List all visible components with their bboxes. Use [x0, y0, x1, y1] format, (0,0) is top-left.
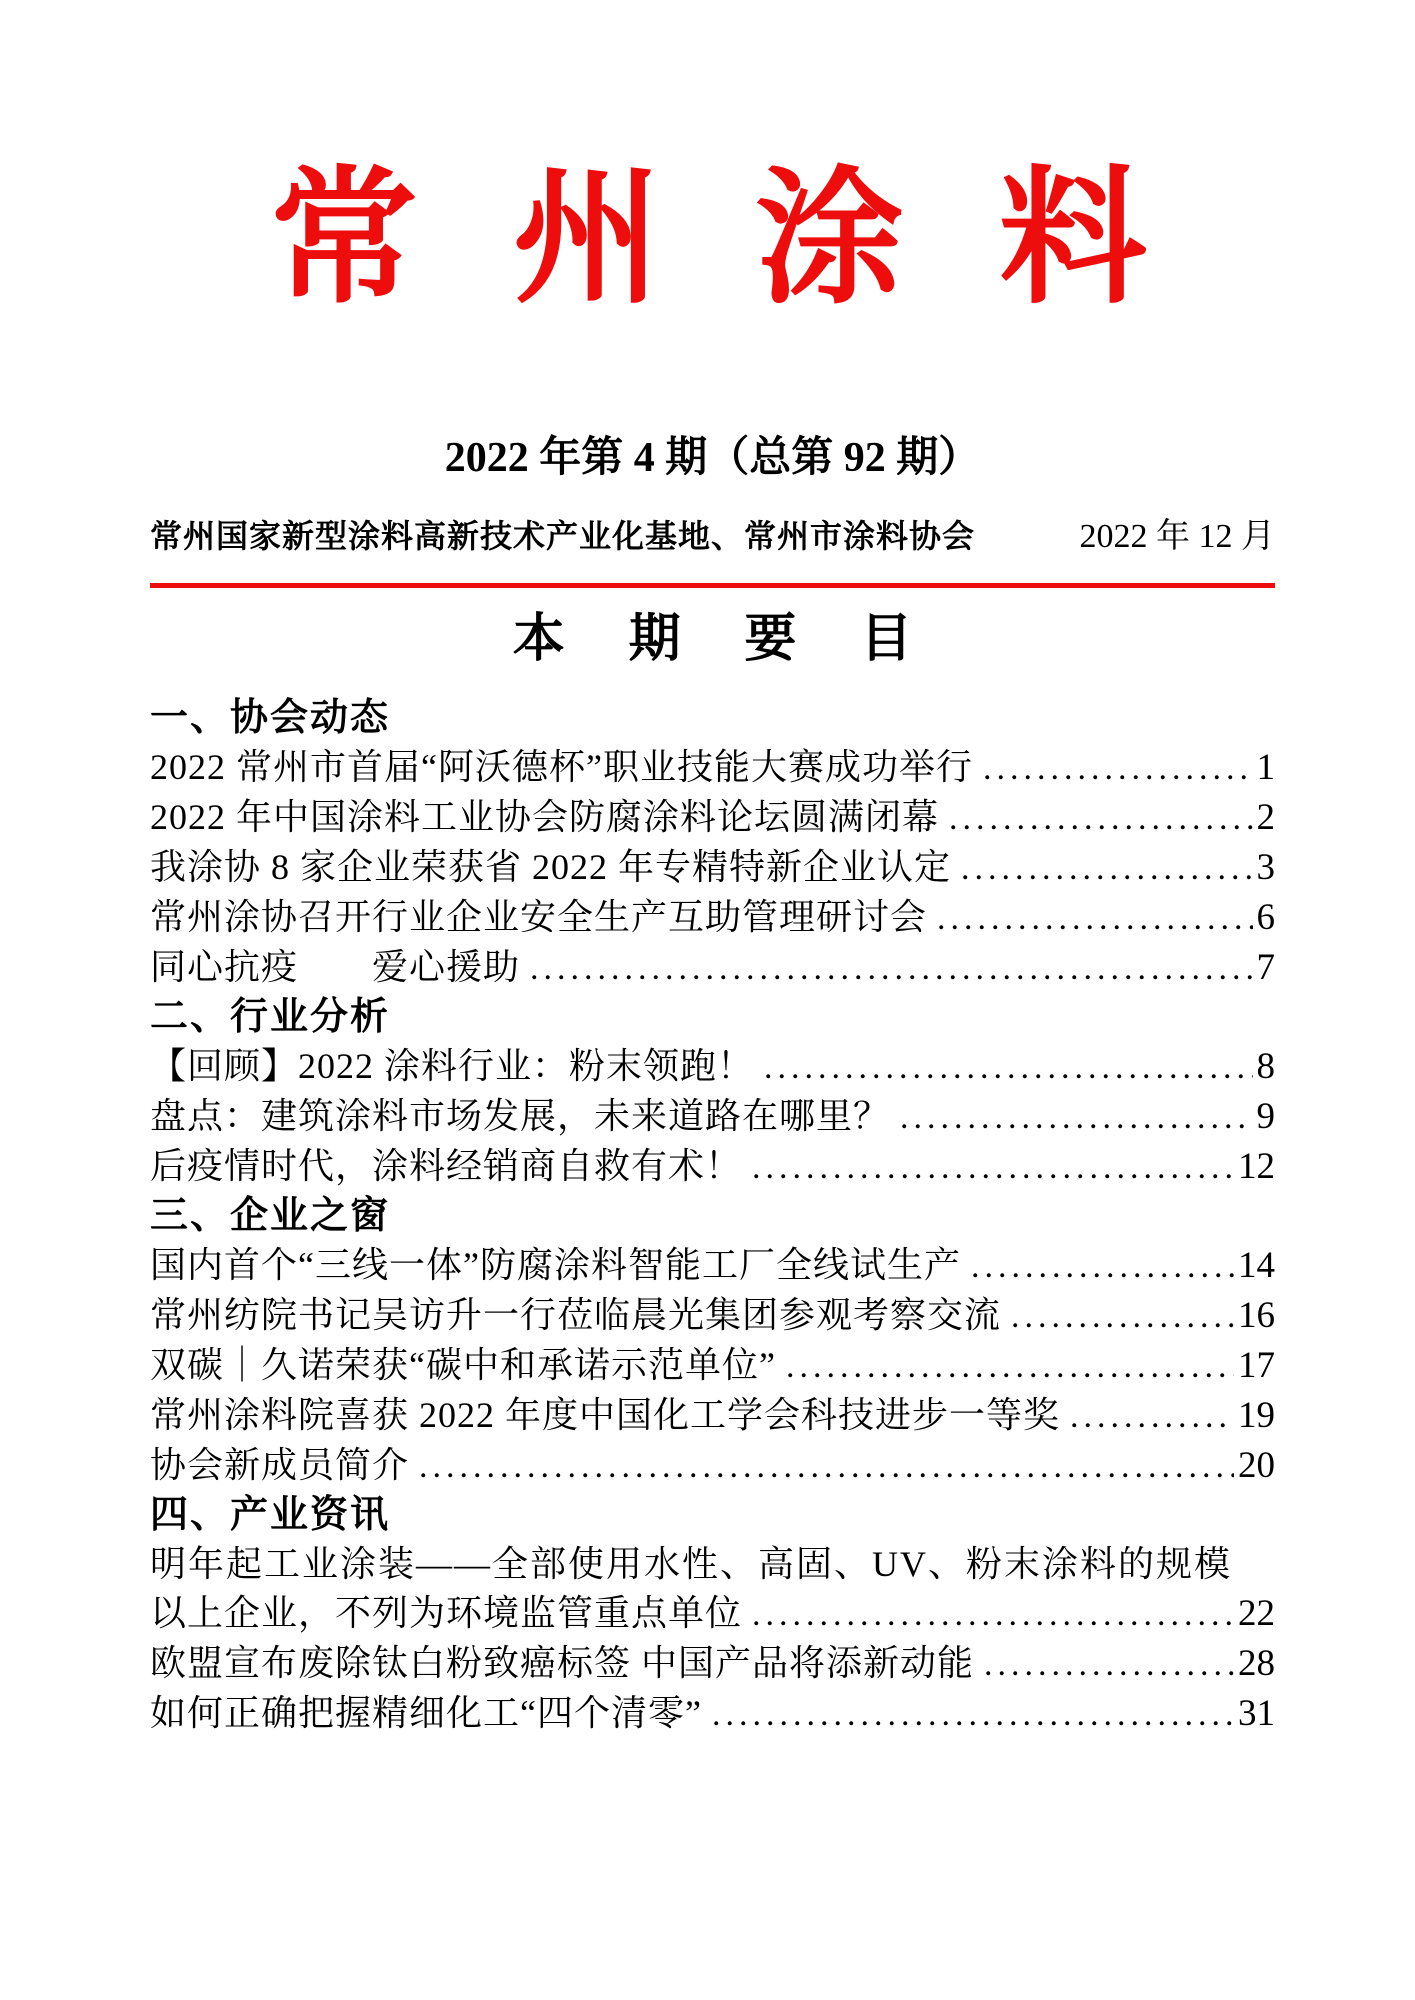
toc-item-title: 2022 常州市首届“阿沃德杯”职业技能大赛成功举行 — [150, 747, 973, 787]
toc-item-page: 7 — [1256, 947, 1275, 988]
toc-item-title: 以上企业，不列为环境监管重点单位 — [150, 1593, 743, 1633]
toc-item-page: 20 — [1238, 1445, 1275, 1486]
toc-item — [150, 943, 1275, 993]
toc-item-title: 2022 年中国涂料工业协会防腐涂料论坛圆满闭幕 — [150, 797, 940, 837]
toc-item — [150, 1092, 1275, 1142]
publisher-row — [150, 512, 1275, 561]
toc-item-page: 3 — [1256, 847, 1275, 888]
toc-item-title: 双碳｜久诺荣获“碳中和承诺示范单位” — [150, 1345, 776, 1385]
dot-leader — [983, 743, 1253, 793]
toc-item-title: 如何正确把握精细化工“四个清零” — [150, 1693, 702, 1733]
dot-leader — [1070, 1391, 1234, 1441]
dot-leader — [712, 1689, 1234, 1739]
toc-list — [150, 694, 1275, 1739]
toc-item — [150, 1241, 1275, 1291]
issue-line: 2022 年第 4 期（总第 92 期） — [444, 435, 981, 481]
toc-item-title: 常州纺院书记吴访升一行莅临晨光集团参观考察交流 — [150, 1295, 1002, 1335]
page-content — [150, 150, 1275, 1739]
dot-leader — [530, 943, 1252, 993]
dot-leader — [937, 893, 1252, 943]
toc-item — [150, 1441, 1275, 1491]
toc-section-heading-2: 二、行业分析 — [150, 996, 391, 1038]
toc-item — [150, 843, 1275, 893]
toc-item — [150, 1391, 1275, 1441]
toc-item-page: 8 — [1256, 1046, 1275, 1087]
toc-item-page: 12 — [1238, 1146, 1275, 1187]
toc-item-title: 后疫情时代，涂料经销商自救有术！ — [150, 1146, 743, 1186]
toc-item — [150, 1142, 1275, 1192]
dot-leader — [752, 1589, 1234, 1639]
publish-date: 2022 年 12 月 — [1079, 518, 1275, 555]
dot-leader — [949, 793, 1252, 843]
toc-item-title: 常州涂协召开行业企业安全生产互助管理研讨会 — [150, 897, 928, 937]
toc-item-title: 明年起工业涂装——全部使用水性、高固、UV、粉末涂料的规模 — [150, 1544, 1232, 1584]
toc-item-page: 1 — [1256, 747, 1275, 788]
toc-item-page: 31 — [1238, 1693, 1275, 1734]
toc-item-title: 盘点：建筑涂料市场发展，未来道路在哪里？ — [150, 1096, 891, 1136]
toc-item — [150, 743, 1275, 793]
red-divider — [150, 583, 1275, 588]
toc-item — [150, 1639, 1275, 1689]
dot-leader — [1011, 1291, 1234, 1341]
toc-heading: 本 期 要 目 — [512, 610, 913, 668]
toc-item-title: 国内首个“三线一体”防腐涂料智能工厂全线试生产 — [150, 1245, 961, 1285]
toc-section-heading-1: 一、协会动态 — [150, 697, 391, 739]
toc-item-title: 【回顾】2022 涂料行业：粉末领跑！ — [150, 1046, 755, 1086]
toc-item-line2 — [150, 1589, 1275, 1639]
toc-item-title: 我涂协 8 家企业荣获省 2022 年专精特新企业认定 — [150, 847, 952, 887]
toc-item-page: 22 — [1238, 1593, 1275, 1634]
dot-leader — [984, 1639, 1234, 1689]
toc-item-page: 6 — [1256, 897, 1275, 938]
toc-item-title: 欧盟宣布废除钛白粉致癌标签 中国产品将添新动能 — [150, 1643, 975, 1683]
dot-leader — [961, 843, 1252, 893]
toc-item — [150, 1042, 1275, 1092]
toc-item — [150, 793, 1275, 843]
toc-item-page: 19 — [1238, 1395, 1275, 1436]
toc-item-title: 协会新成员简介 — [150, 1445, 410, 1485]
dot-leader — [764, 1042, 1252, 1092]
dot-leader — [419, 1441, 1234, 1491]
toc-section-heading-3: 三、企业之窗 — [150, 1195, 391, 1237]
toc-item — [150, 893, 1275, 943]
toc-section-heading-4: 四、产业资讯 — [150, 1494, 391, 1536]
toc-item — [150, 1341, 1275, 1391]
toc-item-page: 16 — [1238, 1295, 1275, 1336]
toc-item-page: 14 — [1238, 1245, 1275, 1286]
toc-item — [150, 1689, 1275, 1739]
dot-leader — [971, 1241, 1234, 1291]
publisher-name: 常州国家新型涂料高新技术产业化基地、常州市涂料协会 — [150, 518, 976, 554]
toc-item-title: 同心抗疫 爱心援助 — [150, 947, 521, 987]
toc-item-page: 17 — [1238, 1345, 1275, 1386]
newsletter-title: 常 州 涂 料 — [270, 158, 1155, 322]
toc-item-page: 9 — [1256, 1096, 1275, 1137]
toc-item-page: 2 — [1256, 797, 1275, 838]
toc-item — [150, 1291, 1275, 1341]
toc-item-title: 常州涂料院喜获 2022 年度中国化工学会科技进步一等奖 — [150, 1395, 1061, 1435]
dot-leader — [786, 1341, 1234, 1391]
dot-leader — [900, 1092, 1252, 1142]
dot-leader — [752, 1142, 1234, 1192]
toc-item-page: 28 — [1238, 1643, 1275, 1684]
toc-item-line1 — [150, 1540, 1275, 1589]
